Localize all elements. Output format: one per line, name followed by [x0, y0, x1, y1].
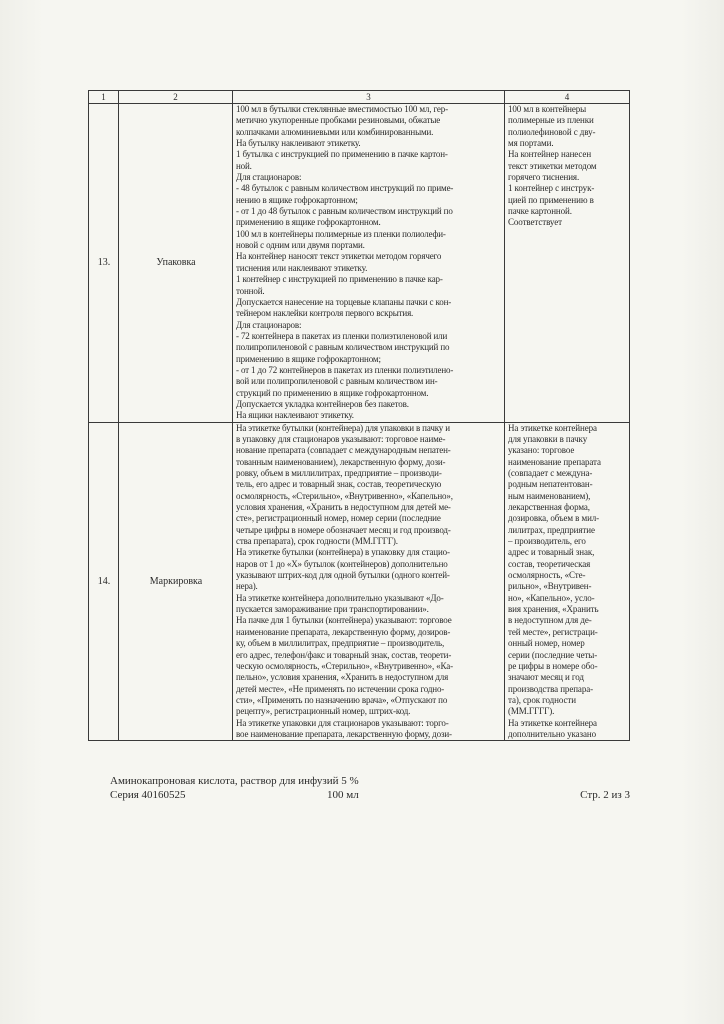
text-line: состав, теоретическая [508, 558, 591, 569]
volume-label: 100 мл [327, 789, 359, 801]
result-cell [505, 422, 630, 741]
table-row [89, 104, 630, 423]
text-line: Для стационаров: [236, 172, 302, 183]
text-line: ку, объем в миллилитрах, предприятие – производитель, [236, 638, 445, 649]
text-line: его адрес, телефон/факс и товарный знак, состав, теорети- [236, 649, 452, 660]
specification-table [88, 90, 630, 741]
text-line: На этикетке контейнера дополнительно указывают «До- [236, 592, 444, 603]
text-line: (совпадает с междуна- [508, 468, 593, 478]
text-line: применению в ящике гофрокартонном; [236, 353, 381, 364]
text-line: лекарственная форма, [508, 502, 590, 513]
text-line: та), срок годности [508, 694, 576, 705]
series-number: Серия 40160525 [110, 789, 186, 801]
text-line: Соответствует [508, 217, 562, 228]
text-line: полимерные из пленки [508, 115, 594, 126]
text-line: ческую осмолярность, «Стерильно», «Внутривенно», «Ка- [236, 660, 453, 671]
text-line: нера). [236, 581, 258, 592]
text-line: горячего тиснения. [508, 172, 580, 183]
text-line: На этикетке упаковки для стационаров указывают: торго- [236, 717, 449, 728]
text-line: 1 контейнер с инструк- [508, 183, 595, 194]
text-line: для упаковки в пачку [508, 433, 588, 444]
text-line: 1 бутылка с инструкцией по применению в пачке картон- [236, 149, 448, 160]
text-line: - от 1 до 48 бутылок с равным количеством инструкций по [236, 206, 453, 217]
text-line: но», «Капельно», усло- [508, 592, 595, 603]
text-line: (ММ.ГГГГ). [508, 706, 555, 717]
text-line: ре цифры в номере обо- [508, 660, 598, 671]
text-line: цией по применению в [508, 194, 594, 205]
text-line: текст этикетки методом [508, 160, 597, 171]
text-line: тейнером наклейки контроля первого вскрытия. [236, 308, 414, 319]
text-line: На ящики наклеивают этикетку. [236, 410, 354, 421]
text-line: сте», регистрационный номер, номер серии (последние [236, 513, 441, 524]
text-line: полиолефиновой с дву- [508, 126, 596, 137]
text-line: дополнительно указано [508, 728, 596, 739]
text-line: ным наименованием), [508, 490, 591, 501]
text-line: производства препара- [508, 683, 594, 694]
text-line: вия хранения, «Хранить [508, 604, 599, 615]
text-line: ства препарата), срок годности (ММ.ГГГГ). [236, 536, 398, 547]
text-line: нению в ящике гофрокартонном; [236, 194, 358, 205]
table-header-row [89, 91, 630, 104]
text-line: – производитель, его [508, 536, 586, 547]
row-parameter-name: Упаковка [119, 104, 233, 423]
row-number: 13. [89, 104, 119, 423]
header-cell: 4 [505, 91, 630, 104]
text-line: Допускается укладка контейнеров без пакетов. [236, 398, 409, 409]
row-number: 14. [89, 422, 119, 741]
text-line: 100 мл в контейнеры [508, 104, 587, 114]
text-line: На контейнер нанесен [508, 149, 592, 160]
text-line: тей месте», регистраци- [508, 626, 598, 637]
text-line: вой или полипропиленовой с равным количеством ин- [236, 376, 438, 387]
text-line: наименование препарата [508, 456, 601, 467]
text-line: 1 контейнер с инструкцией по применению в пачке кар- [236, 274, 443, 285]
text-line: - 72 контейнера в пакетах из пленки полиэтиленовой или [236, 330, 448, 341]
text-line: мя портами. [508, 138, 554, 149]
row-parameter-name: Маркировка [119, 422, 233, 741]
text-line: онный номер, номер [508, 638, 585, 649]
text-line: тонной. [236, 285, 265, 296]
text-line: На этикетке бутылки (контейнера) для упаковки в пачку и [236, 422, 450, 433]
header-cell: 2 [119, 91, 233, 104]
text-line: На этикетке контейнера [508, 422, 597, 433]
text-line: На пачке для 1 бутылки (контейнера) указывают: торговое [236, 615, 452, 626]
text-line: серии (последние четы- [508, 649, 598, 660]
text-line: лилитрах, предприятие [508, 524, 595, 535]
text-line: адрес и товарный знак, [508, 547, 595, 558]
text-line: - 48 бутылок с равным количеством инструкций по приме- [236, 183, 454, 194]
text-line: тиснения или наклеивают этикетку. [236, 262, 368, 273]
text-line: ровку, объем в миллилитрах, предприятие – производи- [236, 468, 442, 478]
text-line: 100 мл в бутылки стеклянные вместимостью 100 мл, гер- [236, 104, 448, 114]
text-line: детей месте», «Не применять по истечении срока годно- [236, 683, 445, 694]
text-line: наров от 1 до «Х» бутылок (контейнеров) дополнительно [236, 558, 448, 569]
page-number: Стр. 2 из 3 [580, 789, 630, 801]
text-line: На этикетке бутылки (контейнера) в упаковку для стацио- [236, 547, 450, 558]
text-line: сти», «Применять по назначению врача», «Отпускают по [236, 694, 448, 705]
text-line: наименование препарата, лекарственную форму, дозиров- [236, 626, 451, 637]
page-footer [110, 774, 630, 802]
header-cell: 1 [89, 91, 119, 104]
text-line: Для стационаров: [236, 319, 302, 330]
text-line: колпачками алюминиевыми или комбинированными. [236, 126, 434, 137]
text-line: осмолярность, «Сте- [508, 570, 586, 581]
header-cell: 3 [233, 91, 505, 104]
text-line: пельно», условия хранения, «Хранить в недоступном для [236, 672, 449, 683]
text-line: в недоступном для де- [508, 615, 592, 626]
text-line: значают месяц и год [508, 672, 584, 683]
text-line: На контейнер наносят текст этикетки методом горячего [236, 251, 442, 262]
text-line: рецепту», регистрационный номер, штрих-код. [236, 706, 411, 717]
text-line: ной. [236, 160, 252, 171]
text-line: пачке картонной. [508, 206, 572, 217]
text-line: пускается замораживание при транспортировании». [236, 604, 429, 615]
text-line: тованным наименованием), лекарственную форму, дози- [236, 456, 446, 467]
result-cell [505, 104, 630, 423]
text-line: условия хранения, «Хранить в недоступном для детей ме- [236, 502, 451, 513]
requirement-cell [233, 422, 505, 741]
text-line: Допускается нанесение на торцевые клапаны пачки с кон- [236, 296, 452, 307]
text-line: вое наименование препарата, лекарственную форму, дози- [236, 728, 452, 739]
product-name: Аминокапроновая кислота, раствор для инфузий 5 % [110, 775, 359, 787]
text-line: 100 мл в контейнеры полимерные из пленки полиолефи- [236, 228, 446, 239]
text-line: - от 1 до 72 контейнеров в пакетах из пленки полиэтилено- [236, 364, 454, 375]
text-line: применению в ящике гофрокартонном. [236, 217, 381, 228]
text-line: рильно», «Внутривен- [508, 581, 592, 592]
table-row [89, 422, 630, 741]
text-line: дозировка, объем в мил- [508, 513, 600, 524]
text-line: струкций по применению в ящике гофрокартонном. [236, 387, 429, 398]
text-line: новой с одним или двумя портами. [236, 240, 365, 251]
text-line: нование препарата (совпадает с международным непатен- [236, 445, 451, 456]
text-line: указано: торговое [508, 445, 575, 456]
text-line: тель, его адрес и товарный знак, состав, теоретическую [236, 479, 442, 490]
requirement-cell [233, 104, 505, 423]
text-line: в упаковку для стационаров указывают: торговое наиме- [236, 433, 446, 444]
text-line: На бутылку наклеивают этикетку. [236, 138, 361, 149]
text-line: На этикетке контейнера [508, 717, 597, 728]
text-line: полипропиленовой с равным количеством инструкций по [236, 342, 450, 353]
text-line: осмолярность, «Стерильно», «Внутривенно», «Капельно», [236, 490, 453, 501]
text-line: родным непатентован- [508, 479, 593, 490]
text-line: указывают штрих-код для одной бутылки (одного контей- [236, 570, 450, 581]
text-line: метично укупоренные пробками резиновыми, обжатые [236, 115, 441, 126]
text-line: четыре цифры в номере обозначает месяц и год производ- [236, 524, 451, 535]
